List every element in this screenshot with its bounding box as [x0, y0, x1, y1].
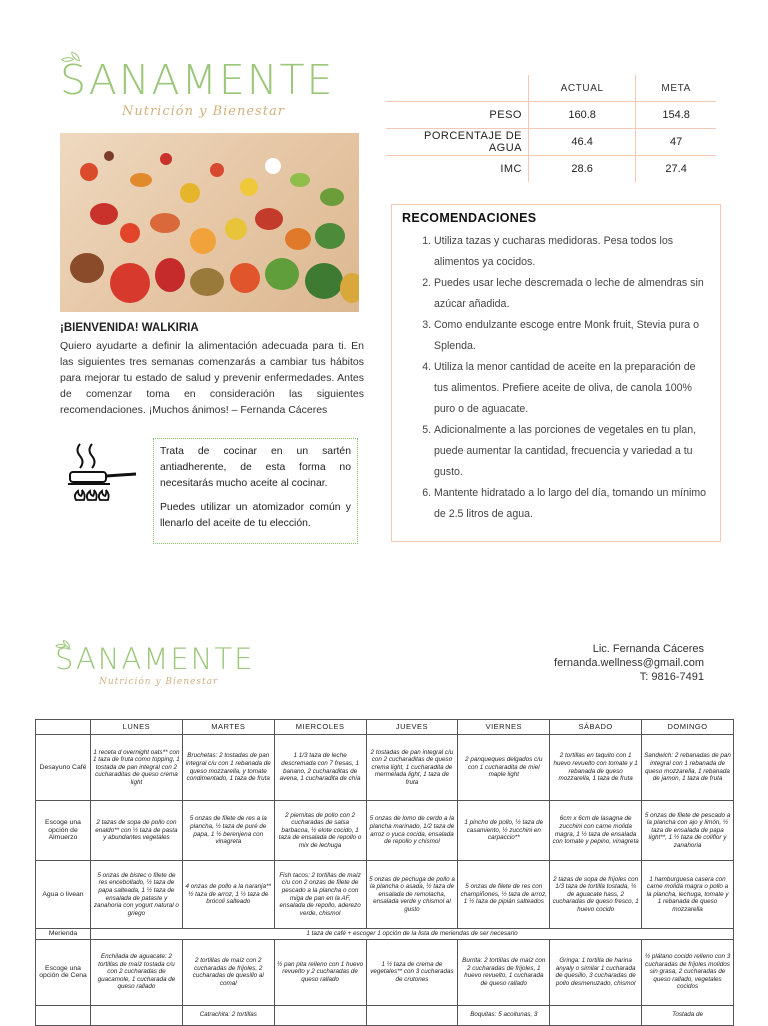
menu-cell — [274, 1005, 366, 1025]
menu-cell: 2 tostadas de pan integral c/u con 2 cucharaditas de queso crema light, 1 cucharadita de mermelada light, 1 taza de fruta — [366, 735, 458, 801]
metrics-header-meta: META — [636, 75, 716, 102]
meal-label: Escoge una opción de Cena — [36, 939, 91, 1005]
menu-cell: 2 tazas de sopa de pollo con enaldo** con ½ taza de pasta y abundantes vegetales — [91, 801, 183, 861]
recommendations-list — [402, 231, 710, 525]
contact-phone: T: 9816-7491 — [639, 671, 704, 683]
menu-cell: Enchilada de aguacate: 2 tortillas de maíz tostada c/u con 2 cucharadas de guacamole, 1 cucharada de queso rallado — [91, 939, 183, 1005]
day-header: SÁBADO — [550, 720, 642, 735]
table-row — [36, 939, 734, 1005]
menu-cell: 1 receta d overnight oats** con 1 taza de fruta como topping, 1 tostada de pan integral con 2 cucharaditas de queso crema light — [91, 735, 183, 801]
day-header: VIERNES — [458, 720, 550, 735]
recommendation-item: 6. Mantente hidratado a lo largo del día, tomando un mínimo de 2.5 litros de agua. — [434, 483, 710, 525]
day-header: MARTES — [182, 720, 274, 735]
metrics-row-label: IMC — [500, 163, 522, 175]
metrics-actual-value: 28.6 — [529, 156, 636, 183]
menu-cell: 1 pincho de pollo, ½ taza de casamiento, ½ zucchini en carpaccio** — [458, 801, 550, 861]
recommendations-title: RECOMENDACIONES — [402, 211, 537, 225]
brand-name: SANAMENTE — [60, 56, 335, 104]
menu-cell: Sandwich: 2 rebanadas de pan integral con 1 rebanada de queso mozzarella, 1 rebanada de jamon, 1 taza de fruta — [642, 735, 734, 801]
menu-cell: 1 ½ taza de crema de vegetales** con 3 cucharadas de crutones — [366, 939, 458, 1005]
menu-cell: 5 onzas de pechuga de pollo a la plancha o asada, ½ taza de ensalada de remolacha, ensalada verde y chismol al gusto — [366, 861, 458, 929]
meal-label: Merienda — [36, 929, 91, 940]
metrics-row — [386, 129, 716, 156]
menu-cell-merienda: 1 taza de café + escoger 1 opción de la lista de meriendas de ser necesario — [91, 929, 734, 940]
table-row — [36, 861, 734, 929]
table-row — [36, 801, 734, 861]
menu-cell: 2 tazas de sopa de frijoles con 1/3 taza de tortilla tostada, ¼ de aguacate hass, 2 cucharadas de queso fresco, 1 huevo cocido — [550, 861, 642, 929]
menu-cell: 1 1/3 taza de leche descremada con 7 fresas, 1 banano, 2 cucharaditas de avena, 1 cucharadita de chía — [274, 735, 366, 801]
menu-cell: Boquitas: 5 acoitunas, 3 — [458, 1005, 550, 1025]
meal-label: Agua o livean — [36, 861, 91, 929]
menu-cell: 1 hamburguesa casera con carne molida magra o pollo a la plancha, lechuga, tomate y 1 rebanada de queso mozzarella — [642, 861, 734, 929]
metrics-row-label: PORCENTAJE DE AGUA — [386, 129, 529, 156]
cooking-tip-text: Puedes utilizar un atomizador común y llenarlo del aceite de tu elección. — [160, 502, 351, 529]
brand-logo — [55, 640, 275, 695]
metrics-actual-value: 46.4 — [529, 129, 636, 156]
menu-cell: 2 panqueques delgados c/u con 1 cucharadita de miel maple light — [458, 735, 550, 801]
brand-tagline: Nutrición y Bienestar — [99, 677, 219, 687]
table-row — [36, 735, 734, 801]
contact-name: Lic. Fernanda Cáceres — [592, 643, 704, 655]
frying-pan-icon — [64, 440, 140, 508]
metrics-row — [386, 156, 716, 183]
brand-name: SANAMENTE — [55, 642, 255, 676]
metrics-table — [386, 75, 716, 182]
menu-cell: Catrachita: 2 tortillas — [182, 1005, 274, 1025]
menu-cell — [550, 1005, 642, 1025]
metrics-row-label: PESO — [386, 102, 529, 129]
menu-cell: 6cm x 6cm de lasagna de zucchini con carne molida magra, 1 ½ taza de ensalada con tomate y pepino, vinagreta — [550, 801, 642, 861]
menu-cell: 5 onzas de bistec o filete de res encebollado, ½ taza de papa salteada, 1 ½ taza de ensalada de pataste y zanahoria con yogurt natural o griego — [91, 861, 183, 929]
welcome-text: Quiero ayudarte a definir la alimentación adecuada para ti. En las siguientes tres semanas comenzarás a cambiar tus hábitos para mejorar tu estado de salud y prevenir enfermedades. Antes de comenzar toma en consideración las siguientes recomendaciones. ¡Muchos ánimos! – Fernanda Cáceres — [60, 340, 364, 416]
recommendation-item: 2. Puedes usar leche descremada o leche de almendras sin azúcar añadida. — [434, 273, 710, 315]
welcome-title: ¡BIENVENIDA! WALKIRIA — [60, 322, 199, 334]
recommendations-box — [391, 204, 721, 542]
healthy-food-photo — [60, 133, 359, 312]
meal-label — [36, 1005, 91, 1025]
cooking-tip-box — [153, 438, 358, 544]
menu-cell: ½ plátano cocido relleno con 3 cucharadas de frijoles molidos sin grasa, 2 cucharadas de queso rallado, vegetales cocidos — [642, 939, 734, 1005]
menu-cell: Bruchetas: 2 tostadas de pan integral c/u con 1 rebanada de queso mozzarella, y tomate condimentado, 1 taza de fruta — [182, 735, 274, 801]
menu-cell: 5 onzas de filete de pescado a la plancha con ajo y limón, ½ taza de ensalada de papa light**, 1 ½ taza de coliflor y zanahoria — [642, 801, 734, 861]
brand-tagline: Nutrición y Bienestar — [122, 104, 285, 119]
weekly-menu-table — [35, 719, 734, 1026]
menu-cell: 5 onzas de filete de res a la plancha, ½ taza de puré de papa, 1 ½ berenjena con vinagreta — [182, 801, 274, 861]
menu-cell: Fish tacos: 2 tortillas de maíz c/u con 2 onzas de filete de pescado a la plancha o con miga de pan en la AF, ensalada de repollo, aderezo verde, chismol — [274, 861, 366, 929]
contact-email[interactable]: fernanda.wellness@gmail.com — [554, 657, 704, 669]
recommendation-item: 5. Adicionalmente a las porciones de vegetales en tu plan, puede aumentar la cantidad, frecuencia y variedad a tu gusto. — [434, 420, 710, 483]
menu-cell: 5 onzas de filete de res con champiñones, ½ taza de arroz, 1 ½ taza de pipián salteados — [458, 861, 550, 929]
meal-label: Escoge una opción de Almuerzo — [36, 801, 91, 861]
day-header: DOMINGO — [642, 720, 734, 735]
menu-cell: Tostada de — [642, 1005, 734, 1025]
menu-cell: Gringa: 1 tortilla de harina anyaly o similar 1 cucharada de quesillo, 3 cucharadas de pollo desmenuzado, chismol — [550, 939, 642, 1005]
table-row — [36, 929, 734, 940]
meal-label: Desayuno Café — [36, 735, 91, 801]
day-header: MIERCOLES — [274, 720, 366, 735]
menu-cell: 2 piernitas de pollo con 2 cucharadas de salsa barbacoa, ½ elote cocido, 1 taza de ensalada de repollo o mix de lechuga — [274, 801, 366, 861]
menu-cell: Burrita: 2 tortillas de maíz con 2 cucharadas de frijoles, 1 huevo revuelto, 1 cucharada de queso rallado — [458, 939, 550, 1005]
metrics-header-actual: ACTUAL — [529, 75, 636, 102]
cooking-tip-text: Trata de cocinar en un sartén antiadherente, de esta forma no necesitarás mucho aceite al cocinar. — [160, 446, 351, 489]
contact-block — [554, 642, 704, 684]
table-row — [36, 1005, 734, 1025]
metrics-actual-value: 160.8 — [529, 102, 636, 129]
recommendation-item: 4. Utiliza la menor cantidad de aceite en la preparación de tus alimentos. Prefiere aceite de oliva, de canola 100% puro o de aguacate. — [434, 357, 710, 420]
menu-header-row — [36, 720, 734, 735]
recommendation-item: 3. Como endulzante escoge entre Monk fruit, Stevia pura o Splenda. — [434, 315, 710, 357]
day-header: JUEVES — [366, 720, 458, 735]
menu-cell: 2 tortillas de maíz con 2 cucharadas de frijoles, 2 cucharadas de quesillo al comal — [182, 939, 274, 1005]
recommendation-item: 1. Utiliza tazas y cucharas medidoras. Pesa todos los alimentos ya cocidos. — [434, 231, 710, 273]
metrics-meta-value: 47 — [636, 129, 716, 156]
menu-cell: 5 onzas de lomo de cerdo a la plancha marinado, 1/2 taza de arroz o yuca cocida, ensalada de repollo y chismol — [366, 801, 458, 861]
metrics-row — [386, 102, 716, 129]
menu-cell: 2 tortillas en taquito con 1 huevo revuelto con tomate y 1 rebanada de queso mozzarella, 1 taza de fruta — [550, 735, 642, 801]
menu-cell — [91, 1005, 183, 1025]
day-header: LUNES — [91, 720, 183, 735]
metrics-meta-value: 27.4 — [636, 156, 716, 183]
menu-cell — [366, 1005, 458, 1025]
menu-cell: 4 onzas de pollo a la naranja** ½ taza de arroz, 1 ½ taza de brócoli salteado — [182, 861, 274, 929]
metrics-meta-value: 154.8 — [636, 102, 716, 129]
brand-logo — [60, 52, 360, 132]
menu-cell: ½ pan pita relleno con 1 huevo revuelto y 2 cucharadas de queso rallado — [274, 939, 366, 1005]
